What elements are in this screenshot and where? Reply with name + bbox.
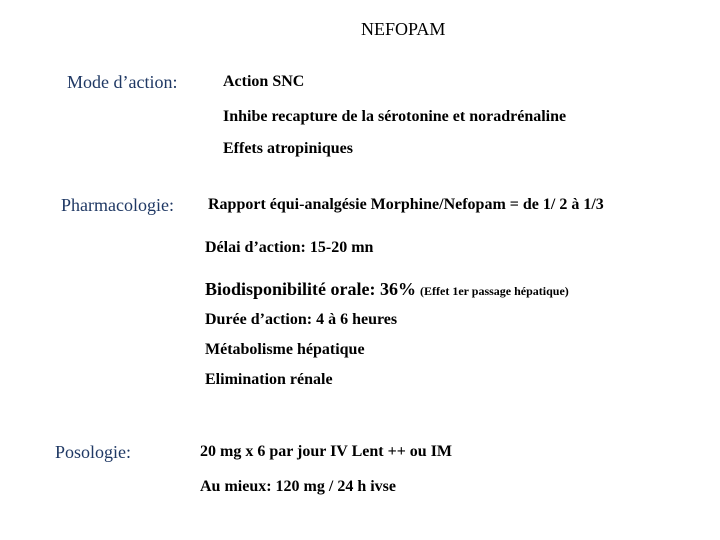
pharmacologie-item: Rapport équi-analgésie Morphine/Nefopam = de 1/ 2 à 1/3: [208, 196, 604, 213]
posologie-label: Posologie:: [55, 442, 132, 462]
mode-action-item: Action SNC: [223, 73, 305, 90]
pharmacologie-item: Délai d’action: 15-20 mn: [205, 239, 374, 256]
biodisponibilite-text: Biodisponibilité orale: 36%: [205, 279, 417, 299]
posologie-item: Au mieux: 120 mg / 24 h ivse: [200, 478, 396, 495]
pharmacologie-label: Pharmacologie:: [61, 195, 174, 215]
mode-action-item: Effets atropiniques: [223, 140, 353, 157]
pharmacologie-item: Métabolisme hépatique: [205, 341, 365, 358]
pharmacologie-item: Durée d’action: 4 à 6 heures: [205, 311, 398, 328]
pharmacologie-item: Elimination rénale: [205, 371, 333, 388]
slide-title: NEFOPAM: [361, 19, 446, 39]
mode-action-item: Inhibe recapture de la sérotonine et noradrénaline: [223, 108, 567, 125]
pharmacologie-item: [205, 280, 569, 299]
biodisponibilite-note: (Effet 1er passage hépatique): [420, 284, 569, 298]
posologie-item: 20 mg x 6 par jour IV Lent ++ ou IM: [200, 443, 453, 460]
mode-action-label: Mode d’action:: [67, 72, 178, 92]
